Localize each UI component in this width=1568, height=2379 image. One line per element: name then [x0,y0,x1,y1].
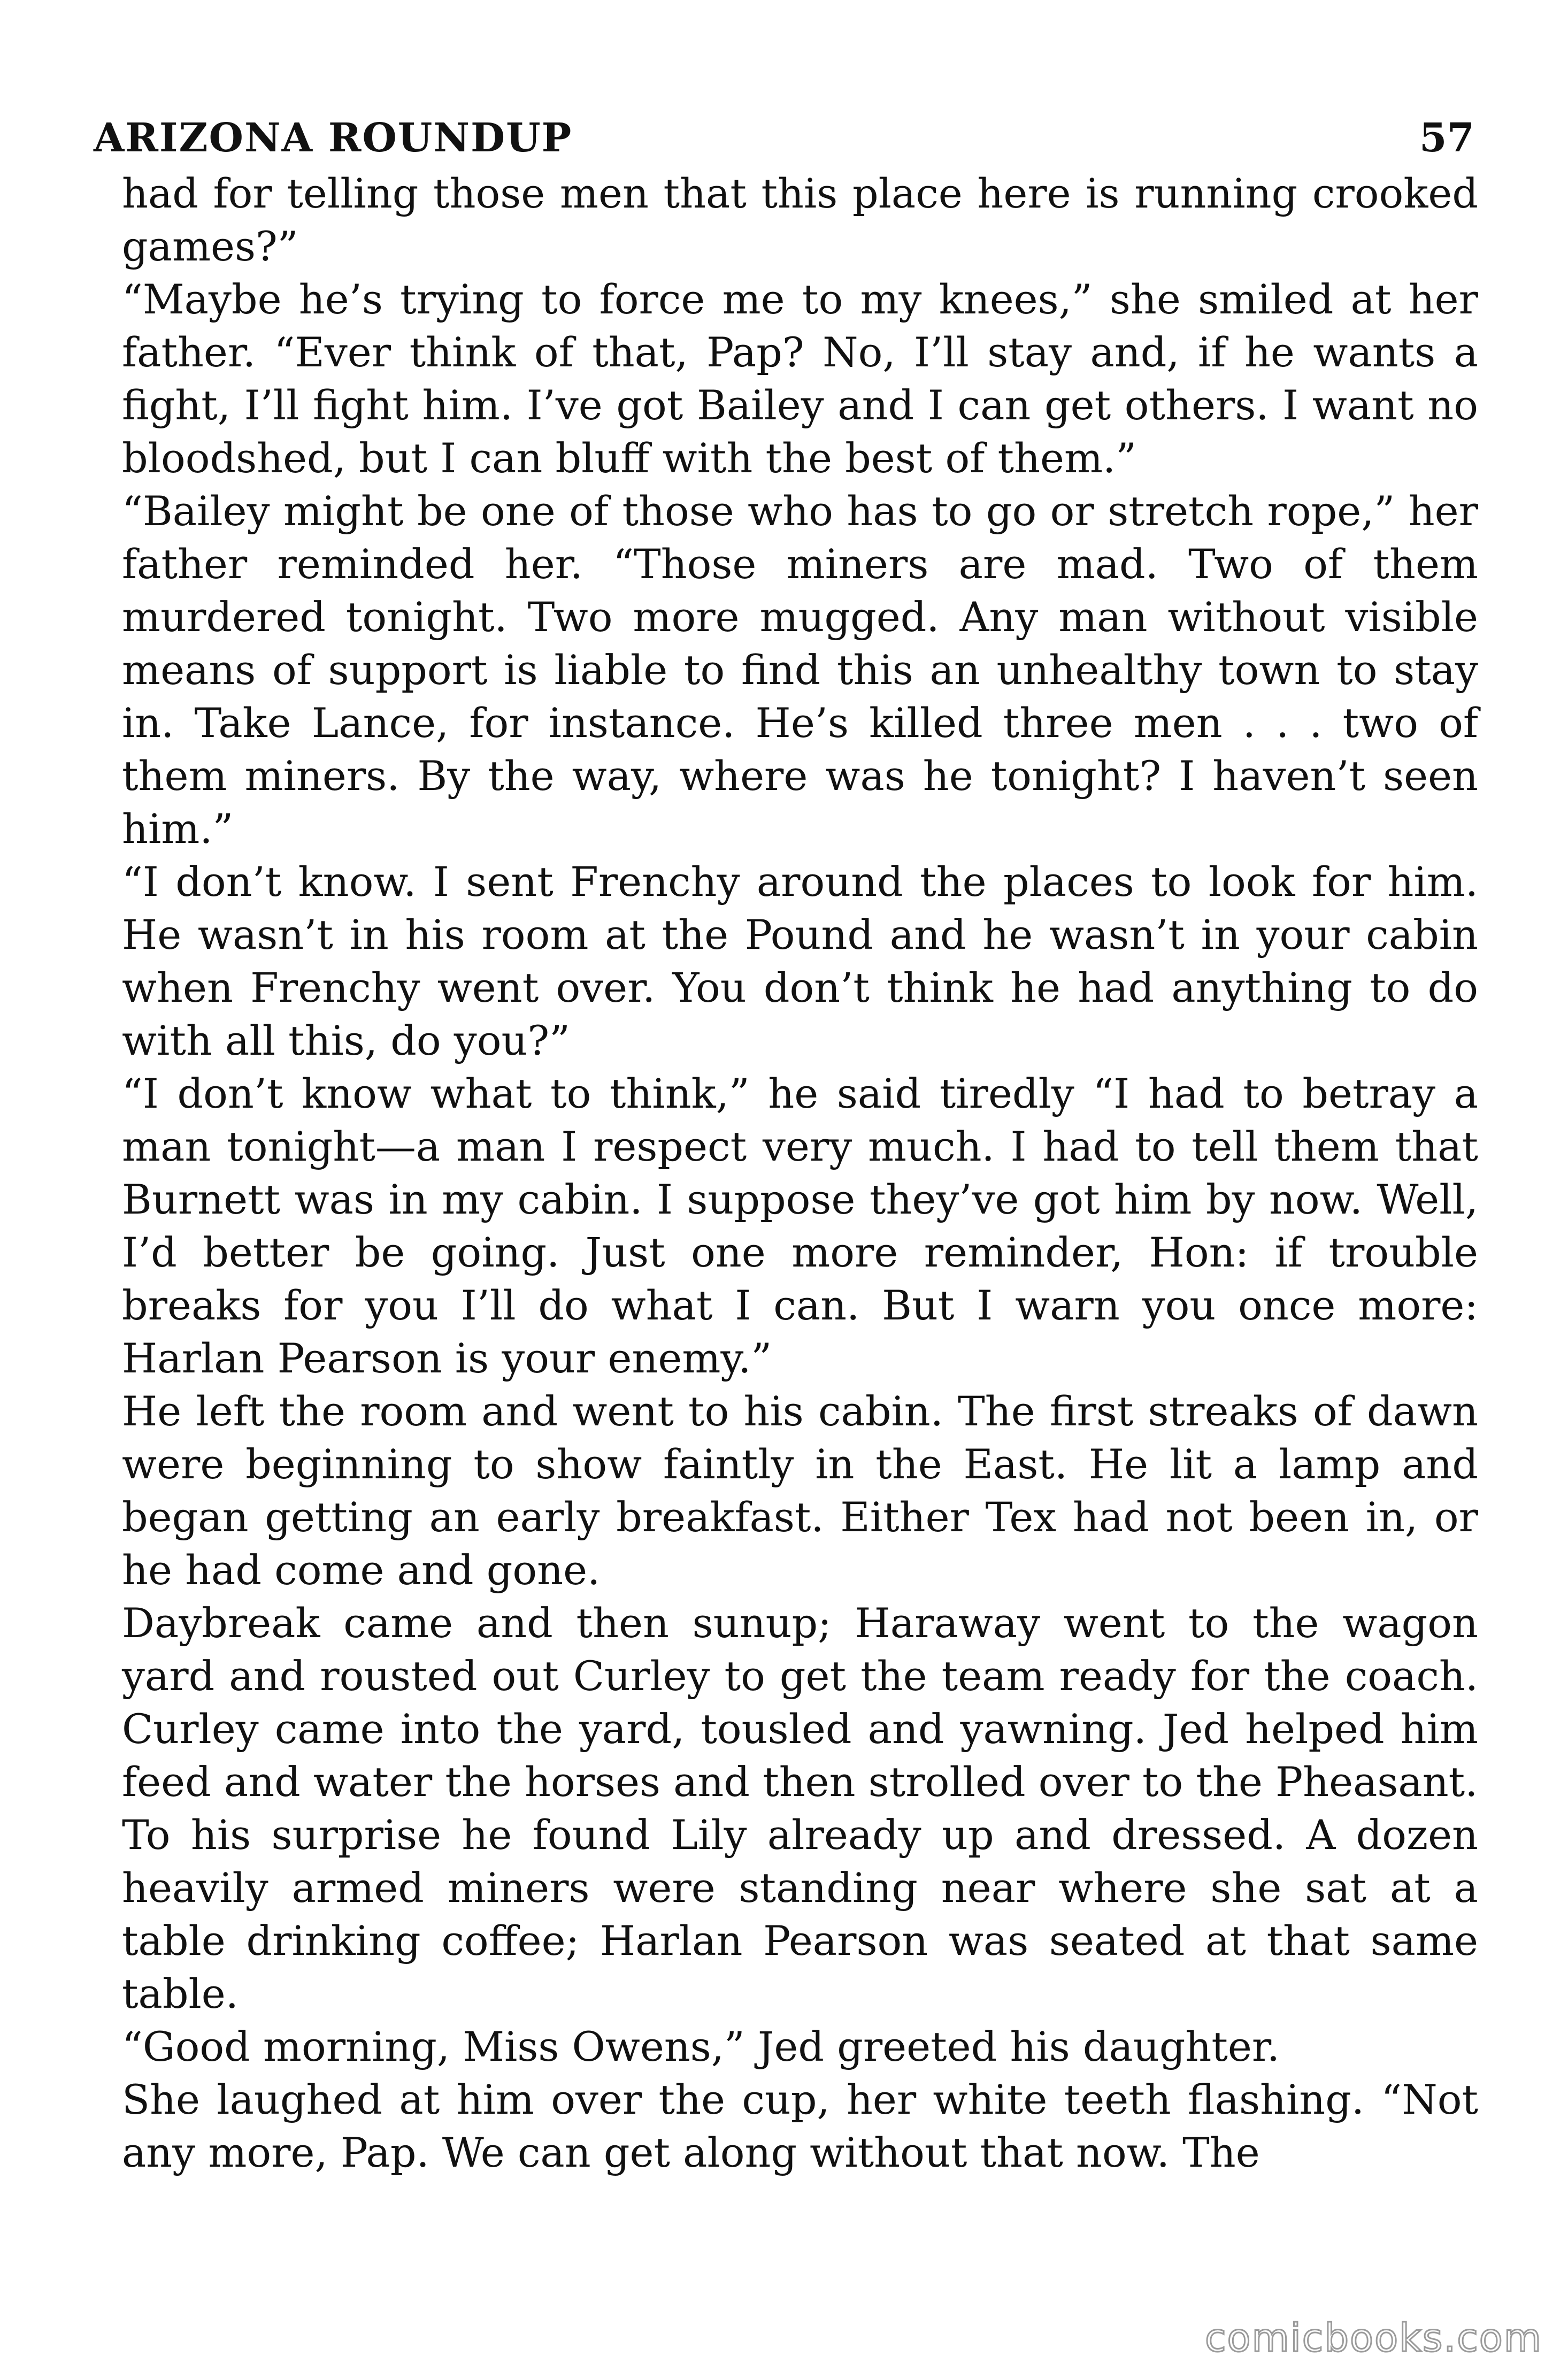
paragraph: “Bailey might be one of those who has to go or stretch rope,” her father reminded her. “Those miners are mad. Two of them murdered tonight. Two more mugged. Any man without visible means of support is liable to find this an unhealthy town to stay in. Take Lance, for instance. He’s killed three men . . . two of them miners. By the way, where was he tonight? I haven’t seen him.” [122,487,1478,853]
paragraph: “Good morning, Miss Owens,” Jed greeted his daughter. [122,2023,1280,2070]
watermark: comicbooks.com [1204,2315,1542,2360]
paragraph: “I don’t know what to think,” he said tiredly “I had to betray a man tonight—a man I respect very much. I had to tell them that Burnett was in my cabin. I suppose they’ve got him by now. Well, I’d better be going. Just one more reminder, Hon: if trouble breaks for you I’ll do what I can. But I warn you once more: Harlan Pearson is your enemy.” [122,1070,1478,1382]
body-text [122,167,1478,2179]
running-head [94,111,1474,170]
paragraph: She laughed at him over the cup, her white teeth flashing. “Not any more, Pap. We can get along without that now. The [122,2076,1478,2176]
paragraph: “Maybe he’s trying to force me to my knees,” she smiled at her father. “Ever think of that, Pap? No, I’ll stay and, if he wants a fight, I’ll fight him. I’ve got Bailey and I can get others. I want no bloodshed, but I can bluff with the best of them.” [122,275,1478,482]
paragraph: Daybreak came and then sunup; Haraway went to the wagon yard and rousted out Curley to get the team ready for the coach. Curley came into the yard, tousled and yawning. Jed helped him feed and water the horses and then strolled over to the Pheasant. [122,1599,1478,1806]
paragraph: To his surprise he found Lily already up and dressed. A dozen heavily armed miners were standing near where she sat at a table drinking coffee; Harlan Pearson was seated at that same table. [122,1811,1478,2017]
paragraph: “I don’t know. I sent Frenchy around the places to look for him. He wasn’t in his room at the Pound and he wasn’t in your cabin when Frenchy went over. You don’t think he had anything to do with all this, do you?” [122,858,1478,1064]
running-title: ARIZONA ROUNDUP [94,115,573,161]
paragraph: He left the room and went to his cabin. The first streaks of dawn were beginning to show faintly in the East. He lit a lamp and began getting an early breakfast. Either Tex had not been in, or he had come and gone. [122,1387,1478,1594]
paragraph: had for telling those men that this place here is running crooked games?” [122,170,1478,270]
page-number: 57 [1419,115,1474,161]
